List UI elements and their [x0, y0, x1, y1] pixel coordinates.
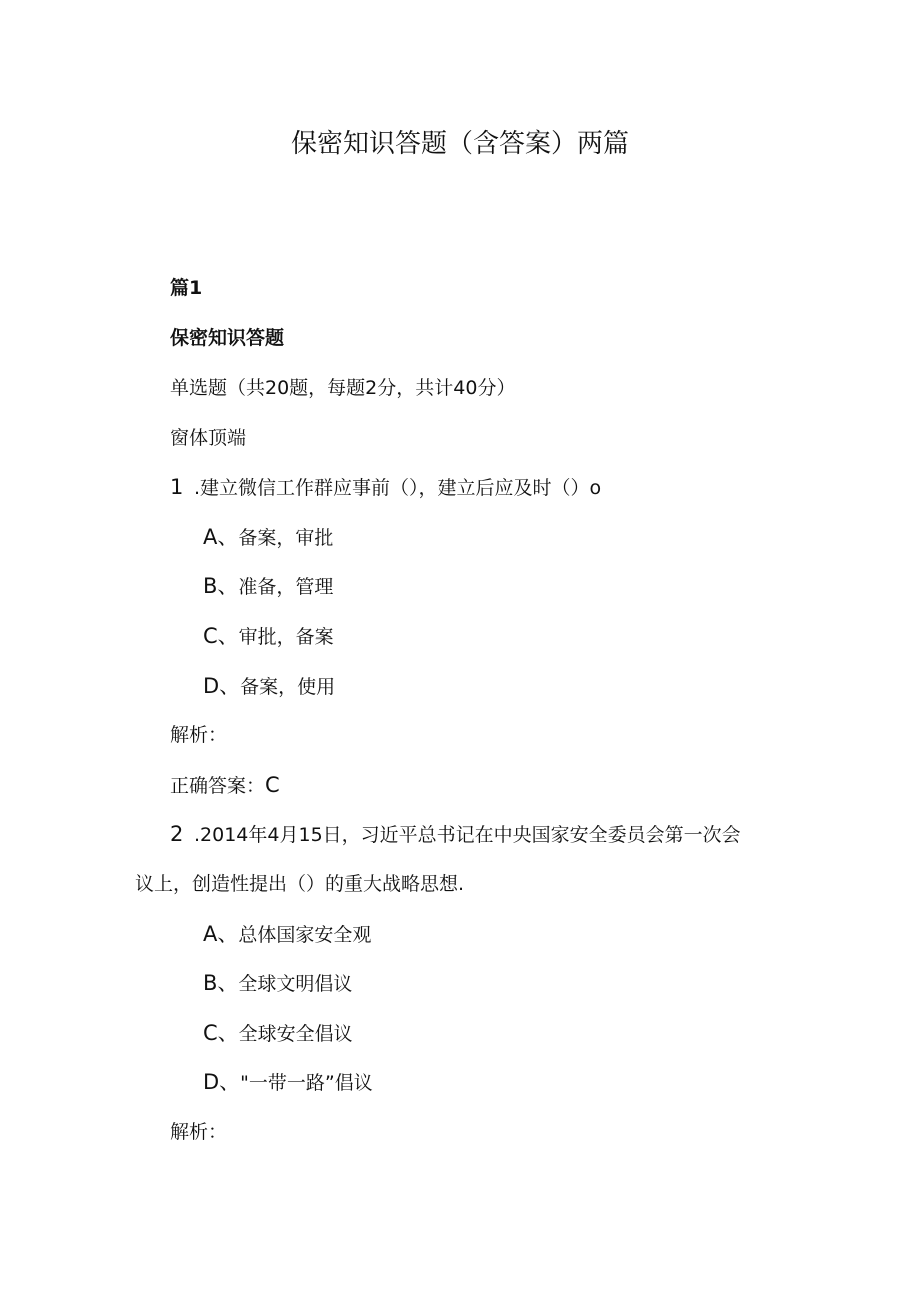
- option-text: 审批，备案: [238, 626, 334, 648]
- option-c: [203, 621, 334, 652]
- option-c: [203, 1018, 353, 1049]
- option-text: 准备，管理: [238, 576, 334, 598]
- option-a: [203, 919, 371, 950]
- option-label: B、: [203, 574, 239, 598]
- option-text: 备案，使用: [240, 676, 336, 698]
- option-label: A、: [203, 922, 239, 946]
- option-text: 备案，审批: [238, 527, 334, 549]
- option-d: [203, 1067, 373, 1098]
- option-text: 总体国家安全观: [238, 924, 372, 946]
- option-label: C、: [203, 624, 239, 648]
- option-text: "一带一路”倡议: [240, 1072, 373, 1094]
- question-2: [170, 819, 741, 850]
- option-label: B、: [203, 971, 239, 995]
- option-b: [203, 968, 352, 999]
- option-label: D、: [203, 1070, 241, 1094]
- question-number: 1: [170, 475, 184, 499]
- option-label: D、: [203, 674, 241, 698]
- analysis-label: 解析：: [170, 724, 228, 746]
- option-text: 全球文明倡议: [238, 973, 353, 995]
- option-label: A、: [203, 525, 239, 549]
- answer-value: C: [265, 773, 280, 797]
- option-b: [203, 571, 333, 602]
- analysis-label: 解析：: [170, 1121, 228, 1143]
- section-heading: 篇1: [170, 277, 203, 299]
- question-text: .建立微信工作群应事前（），建立后应及时（）o: [194, 477, 602, 499]
- document-title: 保密知识答题（含答案）两篇: [290, 129, 629, 159]
- option-d: [203, 671, 335, 702]
- option-a: [203, 522, 333, 553]
- correct-answer: [170, 770, 280, 801]
- quiz-instructions: 单选题（共20题，每题2分，共计40分）: [170, 377, 516, 399]
- question-1: [170, 472, 601, 503]
- option-text: 全球安全倡议: [238, 1023, 353, 1045]
- form-top-label: 窗体顶端: [170, 427, 247, 449]
- option-label: C、: [203, 1021, 239, 1045]
- answer-label: 正确答案：: [170, 775, 266, 797]
- quiz-subtitle: 保密知识答题: [170, 327, 285, 349]
- question-text-continued: 议上，创造性提出（）的重大战略思想.: [135, 873, 465, 895]
- question-number: 2: [170, 822, 184, 846]
- question-text: .2014年4月15日，习近平总书记在中央国家安全委员会第一次会: [194, 824, 741, 846]
